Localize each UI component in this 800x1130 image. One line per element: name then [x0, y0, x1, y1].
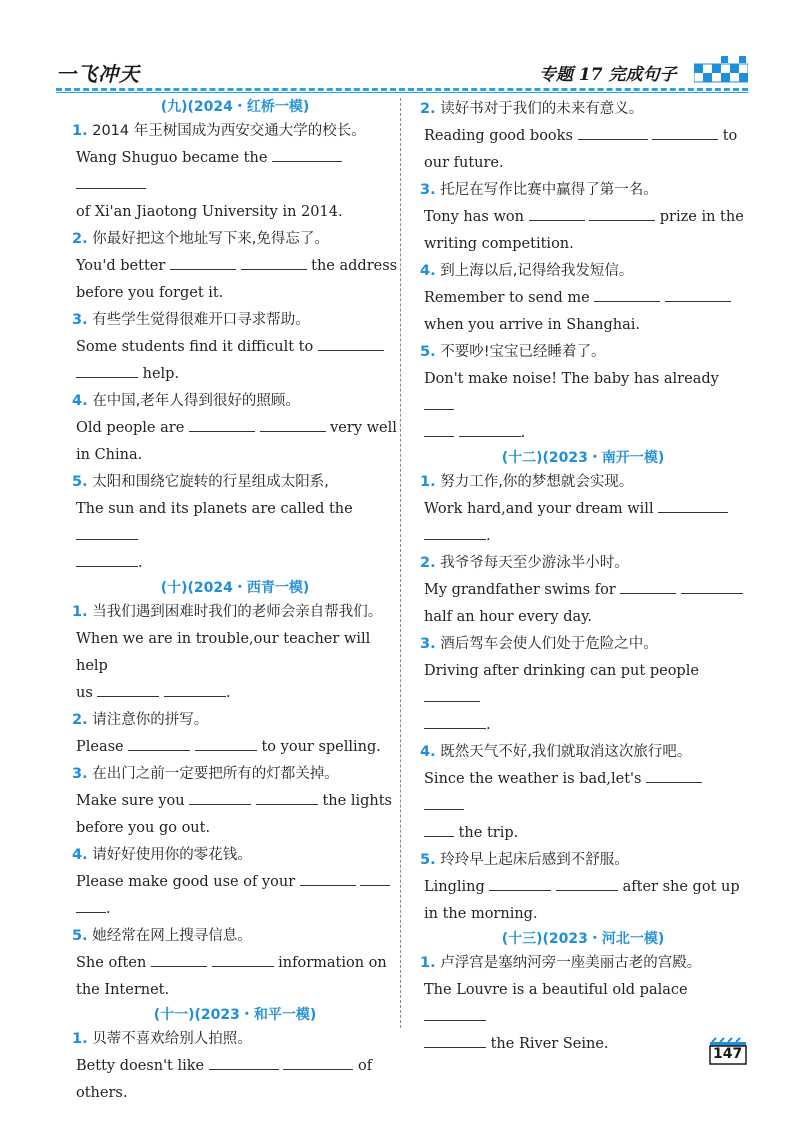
answer-text: The Louvre is a beautiful old palace — [424, 982, 688, 998]
answer-text: when you arrive in Shanghai. — [424, 317, 641, 333]
answer-blank[interactable] — [189, 419, 255, 432]
question-prompt — [420, 469, 746, 496]
answer-blank[interactable] — [318, 338, 384, 351]
question-prompt — [72, 707, 398, 734]
answer-blank[interactable] — [424, 1008, 486, 1021]
answer-text: Old people are — [76, 420, 185, 436]
answer-blank[interactable] — [300, 873, 356, 886]
answer-line — [72, 145, 398, 199]
question-chinese: 酒后驾车会使人们处于危险之中。 — [440, 636, 658, 652]
answer-blank[interactable] — [424, 797, 464, 810]
answer-blank[interactable] — [578, 127, 648, 140]
answer-text: . — [226, 685, 231, 701]
answer-text: Please — [76, 739, 124, 755]
answer-blank[interactable] — [665, 289, 731, 302]
question-number: 3. — [72, 312, 88, 328]
answer-line — [420, 1031, 746, 1058]
question-prompt — [420, 950, 746, 977]
answer-blank[interactable] — [594, 289, 660, 302]
question-number: 1. — [72, 1031, 88, 1047]
answer-blank[interactable] — [589, 208, 655, 221]
question-number: 1. — [420, 474, 436, 490]
answer-blank[interactable] — [212, 954, 274, 967]
checker-decoration-icon — [694, 56, 748, 86]
question-prompt — [420, 550, 746, 577]
answer-text: Work hard,and your dream will — [424, 501, 654, 517]
answer-blank[interactable] — [360, 873, 390, 886]
answer-text: Reading good books — [424, 128, 573, 144]
answer-blank[interactable] — [424, 424, 454, 437]
answer-line — [72, 361, 398, 388]
answer-line — [420, 874, 746, 901]
answer-text: the River Seine. — [490, 1036, 609, 1052]
question-number: 4. — [420, 263, 436, 279]
answer-text: She often — [76, 955, 147, 971]
answer-text: us — [76, 685, 93, 701]
question-number: 1. — [72, 123, 88, 139]
section-heading: (十)(2024・西青一模) — [160, 580, 310, 596]
answer-line — [72, 1080, 398, 1107]
question-prompt — [72, 842, 398, 869]
answer-line — [72, 977, 398, 1004]
answer-blank[interactable] — [76, 900, 106, 913]
answer-text: . — [106, 901, 111, 917]
page-title: 专题 17 完成句子 — [539, 65, 677, 85]
question-prompt — [420, 631, 746, 658]
answer-blank[interactable] — [76, 176, 146, 189]
answer-text: in the morning. — [424, 906, 538, 922]
answer-blank[interactable] — [658, 500, 728, 513]
answer-blank[interactable] — [424, 1035, 486, 1048]
answer-blank[interactable] — [256, 792, 318, 805]
answer-line — [420, 523, 746, 550]
answer-text: the lights — [322, 793, 392, 809]
answer-text: Don't make noise! The baby has already — [424, 371, 719, 387]
answer-blank[interactable] — [489, 878, 551, 891]
answer-blank[interactable] — [424, 527, 486, 540]
answer-line — [420, 604, 746, 631]
question-number: 2. — [72, 712, 88, 728]
answer-text: to your spelling. — [261, 739, 381, 755]
answer-text: My grandfather swims for — [424, 582, 616, 598]
header-divider — [56, 88, 748, 91]
answer-blank[interactable] — [170, 257, 236, 270]
answer-blank[interactable] — [556, 878, 618, 891]
answer-blank[interactable] — [76, 365, 138, 378]
question-prompt — [420, 96, 746, 123]
question-chinese: 2014 年王树国成为西安交通大学的校长。 — [92, 123, 366, 139]
answer-blank[interactable] — [652, 127, 718, 140]
answer-blank[interactable] — [272, 149, 342, 162]
answer-line — [72, 788, 398, 815]
question-prompt — [420, 739, 746, 766]
question-chinese: 我爷爷每天至少游泳半小时。 — [440, 555, 629, 571]
question-chinese: 有些学生觉得很难开口寻求帮助。 — [92, 312, 310, 328]
answer-text: Wang Shuguo became the — [76, 150, 268, 166]
answer-text: Betty doesn't like — [76, 1058, 205, 1074]
question-prompt — [420, 177, 746, 204]
question-number: 2. — [420, 555, 436, 571]
answer-blank[interactable] — [260, 419, 326, 432]
answer-blank[interactable] — [151, 954, 207, 967]
question-number: 5. — [420, 852, 436, 868]
answer-text: to — [722, 128, 738, 144]
answer-line — [420, 766, 746, 820]
answer-line — [420, 150, 746, 177]
answer-line — [420, 658, 746, 712]
answer-text: . — [486, 528, 491, 544]
answer-blank[interactable] — [681, 581, 743, 594]
series-logo: 一飞冲天 — [56, 62, 140, 86]
question-chinese: 在出门之前一定要把所有的灯都关掉。 — [92, 766, 339, 782]
answer-line — [420, 496, 746, 523]
answer-blank[interactable] — [195, 738, 257, 751]
answer-text: Remember to send me — [424, 290, 590, 306]
question-prompt — [72, 1026, 398, 1053]
section-heading: (十二)(2023・南开一模) — [501, 450, 665, 466]
question-chinese: 当我们遇到困难时我们的老师会亲自帮我们。 — [92, 604, 383, 620]
answer-line — [72, 253, 398, 280]
answer-text: the Internet. — [76, 982, 170, 998]
answer-blank[interactable] — [424, 716, 486, 729]
answer-text: after she got up — [622, 879, 740, 895]
section-heading: (十三)(2023・河北一模) — [501, 931, 665, 947]
answer-line — [420, 420, 746, 447]
question-chinese: 到上海以后,记得给我发短信。 — [440, 263, 634, 279]
answer-line — [72, 680, 398, 707]
answer-line — [72, 550, 398, 577]
question-number: 2. — [72, 231, 88, 247]
answer-blank[interactable] — [529, 208, 585, 221]
question-chinese: 请注意你的拼写。 — [92, 712, 209, 728]
answer-line — [420, 123, 746, 150]
answer-text: half an hour every day. — [424, 609, 593, 625]
answer-blank[interactable] — [424, 824, 454, 837]
answer-blank[interactable] — [241, 257, 307, 270]
question-prompt — [72, 761, 398, 788]
answer-text: of — [357, 1058, 373, 1074]
question-number: 4. — [72, 847, 88, 863]
column-divider — [400, 98, 401, 1028]
question-chinese: 太阳和围绕它旋转的行星组成太阳系, — [92, 474, 329, 490]
answer-line — [72, 896, 398, 923]
answer-text: writing competition. — [424, 236, 574, 252]
answer-line — [420, 577, 746, 604]
answer-line — [72, 815, 398, 842]
question-prompt — [420, 339, 746, 366]
question-prompt — [72, 388, 398, 415]
answer-blank[interactable] — [646, 770, 702, 783]
question-chinese: 读好书对于我们的未来有意义。 — [440, 101, 644, 117]
answer-blank[interactable] — [97, 684, 159, 697]
answer-text: . — [486, 717, 491, 733]
question-number: 2. — [420, 101, 436, 117]
answer-text: the address — [311, 258, 398, 274]
answer-blank[interactable] — [209, 1057, 279, 1070]
answer-text: Lingling — [424, 879, 485, 895]
answer-line — [420, 366, 746, 420]
answer-blank[interactable] — [164, 684, 226, 697]
answer-text: The sun and its planets are called the — [76, 501, 353, 517]
answer-text: Make sure you — [76, 793, 185, 809]
answer-line — [420, 901, 746, 928]
answer-text: help. — [142, 366, 180, 382]
answer-line — [420, 285, 746, 312]
question-number: 4. — [420, 744, 436, 760]
page-number: 147 — [713, 1046, 743, 1062]
question-chinese: 卢浮宫是塞纳河旁一座美丽古老的宫殿。 — [440, 955, 702, 971]
section-heading: (九)(2024・红桥一模) — [160, 99, 310, 115]
answer-line — [420, 712, 746, 739]
question-number: 3. — [420, 636, 436, 652]
answer-text: . — [520, 425, 526, 441]
answer-line — [72, 334, 398, 361]
answer-text: very well — [330, 420, 397, 436]
question-number: 5. — [420, 344, 436, 360]
question-chinese: 托尼在写作比赛中赢得了第一名。 — [440, 182, 658, 198]
answer-text: others. — [76, 1085, 128, 1101]
answer-text: information on — [278, 955, 387, 971]
answer-blank[interactable] — [620, 581, 676, 594]
answer-line — [72, 496, 398, 550]
answer-blank[interactable] — [128, 738, 190, 751]
answer-text: . — [138, 555, 143, 571]
answer-line — [72, 869, 398, 896]
answer-blank[interactable] — [459, 424, 521, 437]
question-chinese: 请好好使用你的零花钱。 — [92, 847, 252, 863]
question-prompt — [72, 469, 398, 496]
answer-text: the trip. — [458, 825, 519, 841]
answer-blank[interactable] — [76, 527, 138, 540]
answer-line — [420, 312, 746, 339]
answer-line — [420, 204, 746, 231]
question-number: 4. — [72, 393, 88, 409]
question-prompt — [72, 307, 398, 334]
answer-blank[interactable] — [76, 554, 138, 567]
answer-line — [420, 231, 746, 258]
answer-text: of Xi'an Jiaotong University in 2014. — [76, 204, 343, 220]
question-number: 1. — [72, 604, 88, 620]
question-chinese: 她经常在网上搜寻信息。 — [92, 928, 252, 944]
answer-line — [72, 734, 398, 761]
answer-text: When we are in trouble,our teacher will help — [76, 631, 371, 674]
question-prompt — [72, 923, 398, 950]
answer-text: Please make good use of your — [76, 874, 296, 890]
question-chinese: 既然天气不好,我们就取消这次旅行吧。 — [440, 744, 692, 760]
answer-text: before you go out. — [76, 820, 211, 836]
header-divider-thin — [56, 92, 748, 93]
question-chinese: 贝蒂不喜欢给别人拍照。 — [92, 1031, 252, 1047]
answer-line — [72, 1053, 398, 1080]
question-number: 5. — [72, 928, 88, 944]
question-chinese: 玲玲早上起床后感到不舒服。 — [440, 852, 629, 868]
question-chinese: 在中国,老年人得到很好的照顾。 — [92, 393, 300, 409]
answer-blank[interactable] — [283, 1057, 353, 1070]
answer-text: Tony has won — [424, 209, 524, 225]
question-prompt — [72, 118, 398, 145]
answer-text: Some students find it difficult to — [76, 339, 314, 355]
right-column — [420, 96, 746, 1058]
question-number: 3. — [420, 182, 436, 198]
question-number: 3. — [72, 766, 88, 782]
answer-text: our future. — [424, 155, 504, 171]
question-prompt — [420, 258, 746, 285]
question-chinese: 你最好把这个地址写下来,免得忘了。 — [92, 231, 329, 247]
answer-text: in China. — [76, 447, 143, 463]
answer-line — [420, 977, 746, 1031]
answer-blank[interactable] — [424, 689, 480, 702]
answer-text: Since the weather is bad,let's — [424, 771, 642, 787]
answer-line — [72, 415, 398, 442]
answer-line — [72, 280, 398, 307]
left-column — [72, 96, 398, 1107]
answer-line — [72, 199, 398, 226]
question-prompt — [72, 599, 398, 626]
answer-text: prize in the — [659, 209, 744, 225]
answer-line — [72, 950, 398, 977]
answer-line — [72, 442, 398, 469]
question-number: 1. — [420, 955, 436, 971]
answer-blank[interactable] — [424, 397, 454, 410]
question-chinese: 不要吵!宝宝已经睡着了。 — [440, 344, 606, 360]
answer-line — [72, 626, 398, 680]
question-chinese: 努力工作,你的梦想就会实现。 — [440, 474, 634, 490]
answer-text: Driving after drinking can put people — [424, 663, 699, 679]
question-number: 5. — [72, 474, 88, 490]
answer-text: before you forget it. — [76, 285, 224, 301]
answer-blank[interactable] — [189, 792, 251, 805]
answer-text: You'd better — [76, 258, 166, 274]
question-prompt — [420, 847, 746, 874]
question-prompt — [72, 226, 398, 253]
section-heading: (十一)(2023・和平一模) — [153, 1007, 317, 1023]
answer-line — [420, 820, 746, 847]
